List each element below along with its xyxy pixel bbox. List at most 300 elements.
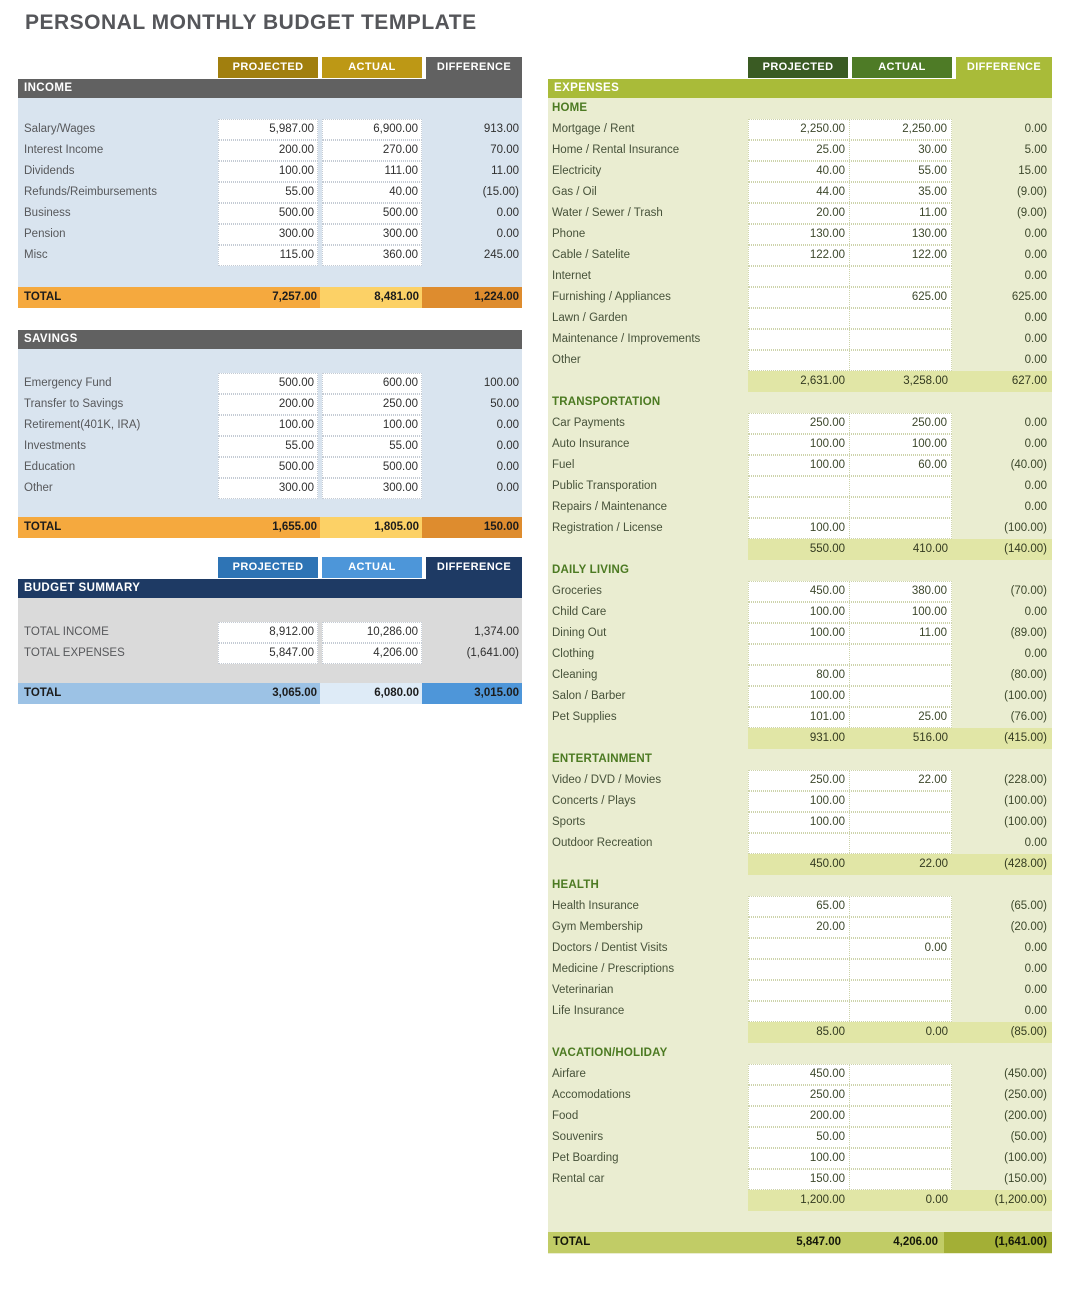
- actual-input-cell[interactable]: [850, 309, 951, 328]
- actual-input-cell[interactable]: [850, 1149, 951, 1168]
- difference-value: (65.00): [1010, 900, 1047, 912]
- row-label: Lawn / Garden: [552, 312, 628, 324]
- projected-input-cell[interactable]: 130.00: [749, 225, 850, 244]
- row-label: Airfare: [552, 1068, 586, 1080]
- row-label: Pet Boarding: [552, 1152, 619, 1164]
- expenses-total-label: TOTAL: [553, 1236, 591, 1248]
- input-cell-block: [748, 455, 952, 476]
- projected-input-cell[interactable]: 100.00: [749, 624, 850, 643]
- actual-input-cell[interactable]: [850, 1107, 951, 1126]
- row-label: Concerts / Plays: [552, 795, 636, 807]
- table-row: [548, 182, 1052, 203]
- actual-input-cell[interactable]: 500.00: [322, 457, 422, 478]
- summary-difference-header: DIFFERENCE: [426, 557, 522, 579]
- table-row: [18, 245, 522, 266]
- row-label: Medicine / Prescriptions: [552, 963, 675, 975]
- row-label: Video / DVD / Movies: [552, 774, 662, 786]
- projected-input-cell[interactable]: [749, 477, 850, 496]
- actual-input-cell[interactable]: 270.00: [322, 140, 422, 161]
- subtotal-band: [748, 1022, 1052, 1043]
- actual-input-cell[interactable]: [850, 267, 951, 286]
- income-total-label: TOTAL: [24, 291, 62, 303]
- row-label: Interest Income: [24, 144, 104, 156]
- input-cell-block: [748, 665, 952, 686]
- projected-input-cell[interactable]: 55.00: [218, 436, 318, 457]
- expenses-total-projected: 5,847.00: [796, 1236, 841, 1248]
- projected-input-cell[interactable]: 200.00: [749, 1107, 850, 1126]
- expenses-total-difference: (1,641.00): [944, 1232, 1052, 1253]
- difference-value: (70.00): [1010, 585, 1047, 597]
- row-label: Souvenirs: [552, 1131, 604, 1143]
- actual-input-cell[interactable]: [850, 792, 951, 811]
- row-label: Registration / License: [552, 522, 663, 534]
- table-row: [548, 686, 1052, 707]
- input-cell-block: [748, 266, 952, 287]
- table-row: [548, 350, 1052, 371]
- projected-input-cell[interactable]: 100.00: [749, 1149, 850, 1168]
- input-cell-block: [748, 812, 952, 833]
- table-row: [18, 224, 522, 245]
- actual-input-cell[interactable]: [850, 498, 951, 517]
- subtotal-difference: (85.00): [1010, 1026, 1047, 1038]
- projected-input-cell[interactable]: 100.00: [749, 435, 850, 454]
- actual-input-cell[interactable]: [850, 1065, 951, 1084]
- table-row: [548, 896, 1052, 917]
- actual-input-cell[interactable]: 60.00: [918, 459, 947, 471]
- row-label: Salon / Barber: [552, 690, 626, 702]
- row-label: Groceries: [552, 585, 602, 597]
- input-cell-block: [748, 245, 952, 266]
- summary-actual-header: ACTUAL: [322, 557, 422, 578]
- actual-input-cell[interactable]: 10,286.00: [322, 622, 422, 643]
- difference-value: (450.00): [1004, 1068, 1047, 1080]
- projected-input-cell[interactable]: 250.00: [749, 771, 850, 790]
- projected-input-cell[interactable]: 100.00: [218, 161, 318, 182]
- actual-input-cell[interactable]: 22.00: [918, 774, 947, 786]
- projected-input-cell[interactable]: 115.00: [218, 245, 318, 266]
- row-label: Public Transporation: [552, 480, 657, 492]
- projected-input-cell[interactable]: 5,847.00: [218, 643, 318, 664]
- actual-input-cell[interactable]: [850, 897, 951, 916]
- actual-input-cell[interactable]: [850, 1170, 951, 1189]
- projected-input-cell[interactable]: 500.00: [218, 373, 318, 394]
- summary-column-header-row: [18, 557, 522, 579]
- table-row: [548, 665, 1052, 686]
- table-row: [548, 917, 1052, 938]
- subtotal-projected: 85.00: [816, 1026, 845, 1038]
- table-row: [18, 643, 522, 664]
- difference-value: 0.00: [1024, 333, 1047, 345]
- difference-value: 0.00: [1024, 480, 1047, 492]
- income-projected-header: PROJECTED: [218, 57, 318, 78]
- input-cell-block: [748, 959, 952, 980]
- actual-input-cell[interactable]: 100.00: [911, 606, 947, 618]
- actual-input-cell[interactable]: 122.00: [911, 249, 947, 261]
- table-row: [548, 119, 1052, 140]
- actual-input-cell[interactable]: 600.00: [322, 373, 422, 394]
- row-label: Cleaning: [552, 669, 598, 681]
- subtotal-actual: 3,258.00: [903, 375, 948, 387]
- projected-input-cell[interactable]: 100.00: [749, 456, 850, 475]
- actual-input-cell[interactable]: 35.00: [918, 186, 947, 198]
- projected-input-cell[interactable]: 300.00: [218, 478, 318, 499]
- input-cell-block: [748, 1106, 952, 1127]
- difference-value: 100.00: [483, 377, 519, 389]
- difference-value: 50.00: [490, 398, 519, 410]
- table-row: [18, 622, 522, 643]
- savings-body: [18, 349, 522, 517]
- difference-value: 0.00: [496, 419, 519, 431]
- actual-input-cell[interactable]: [850, 918, 951, 937]
- row-label: Gas / Oil: [552, 186, 597, 198]
- input-cell-block: [748, 350, 952, 371]
- actual-input-cell[interactable]: [850, 1002, 951, 1021]
- projected-input-cell[interactable]: 101.00: [749, 708, 850, 727]
- actual-input-cell[interactable]: 625.00: [911, 291, 947, 303]
- group-subtotal-row: [548, 854, 1052, 875]
- projected-input-cell[interactable]: [749, 498, 850, 517]
- table-row: [548, 1001, 1052, 1022]
- actual-input-cell[interactable]: 11.00: [919, 207, 947, 219]
- savings-total-row: [18, 517, 522, 538]
- expenses-actual-header: ACTUAL: [852, 57, 952, 78]
- subtotal-band: [748, 371, 1052, 392]
- row-label: Pet Supplies: [552, 711, 617, 723]
- actual-input-cell[interactable]: [850, 645, 951, 664]
- actual-input-cell[interactable]: 250.00: [911, 417, 947, 429]
- actual-input-cell[interactable]: 11.00: [919, 627, 947, 639]
- actual-input-cell[interactable]: 111.00: [322, 161, 422, 182]
- table-row: [18, 140, 522, 161]
- subtotal-band: [748, 854, 1052, 875]
- row-label: TOTAL EXPENSES: [24, 647, 125, 659]
- projected-input-cell[interactable]: 250.00: [749, 414, 850, 433]
- difference-value: 0.00: [496, 482, 519, 494]
- actual-input-cell[interactable]: [850, 960, 951, 979]
- projected-input-cell[interactable]: 122.00: [749, 246, 850, 265]
- row-label: Dividends: [24, 165, 75, 177]
- projected-input-cell[interactable]: 200.00: [218, 394, 318, 415]
- projected-input-cell[interactable]: [749, 1002, 850, 1021]
- input-cell-block: [748, 476, 952, 497]
- row-label: Child Care: [552, 606, 607, 618]
- row-label: Maintenance / Improvements: [552, 333, 701, 345]
- row-label: Water / Sewer / Trash: [552, 207, 663, 219]
- projected-input-cell[interactable]: [749, 834, 850, 853]
- savings-total-difference: 150.00: [422, 517, 522, 538]
- projected-input-cell[interactable]: 50.00: [749, 1128, 850, 1147]
- projected-input-cell[interactable]: 20.00: [749, 918, 850, 937]
- actual-input-cell[interactable]: [850, 477, 951, 496]
- difference-value: 15.00: [1018, 165, 1047, 177]
- table-row: [548, 224, 1052, 245]
- actual-input-cell[interactable]: 0.00: [924, 942, 947, 954]
- expenses-panel: [548, 57, 1052, 1254]
- summary-projected-header: PROJECTED: [218, 557, 318, 578]
- row-label: Pension: [24, 228, 66, 240]
- income-total-projected: 7,257.00: [272, 291, 317, 303]
- expenses-total-row: [548, 1232, 1052, 1253]
- row-label: Salary/Wages: [24, 123, 96, 135]
- page-title: PERSONAL MONTHLY BUDGET TEMPLATE: [25, 11, 477, 34]
- projected-input-cell[interactable]: 250.00: [749, 1086, 850, 1105]
- row-label: Cable / Satelite: [552, 249, 630, 261]
- input-cell-block: [748, 119, 952, 140]
- table-row: [548, 1127, 1052, 1148]
- expenses-difference-header: DIFFERENCE: [956, 57, 1052, 79]
- subtotal-band: [748, 1190, 1052, 1211]
- projected-input-cell[interactable]: [749, 330, 850, 349]
- difference-value: (50.00): [1010, 1131, 1047, 1143]
- expense-group-title: HEALTH: [552, 879, 599, 891]
- table-row: [548, 203, 1052, 224]
- actual-input-cell[interactable]: 4,206.00: [322, 643, 422, 664]
- projected-input-cell[interactable]: 100.00: [749, 792, 850, 811]
- expenses-projected-header: PROJECTED: [748, 57, 848, 78]
- projected-input-cell[interactable]: 500.00: [218, 457, 318, 478]
- projected-input-cell[interactable]: 2,250.00: [749, 120, 850, 139]
- difference-value: (228.00): [1004, 774, 1047, 786]
- table-row: [548, 707, 1052, 728]
- difference-value: (80.00): [1010, 669, 1047, 681]
- difference-value: 0.00: [496, 461, 519, 473]
- input-cell-block: [748, 1085, 952, 1106]
- row-label: Other: [24, 482, 53, 494]
- row-label: Doctors / Dentist Visits: [552, 942, 668, 954]
- row-label: Investments: [24, 440, 86, 452]
- difference-value: (1,641.00): [466, 647, 519, 659]
- expenses-section-bar: EXPENSES: [548, 79, 1052, 98]
- actual-input-cell[interactable]: [850, 981, 951, 1000]
- actual-input-cell[interactable]: 500.00: [322, 203, 422, 224]
- actual-input-cell[interactable]: [850, 687, 951, 706]
- actual-input-cell[interactable]: 40.00: [322, 182, 422, 203]
- actual-input-cell[interactable]: 300.00: [322, 478, 422, 499]
- table-row: [18, 373, 522, 394]
- projected-input-cell[interactable]: 200.00: [218, 140, 318, 161]
- row-label: Transfer to Savings: [24, 398, 124, 410]
- input-cell-block: [748, 644, 952, 665]
- projected-input-cell[interactable]: 44.00: [749, 183, 850, 202]
- actual-input-cell[interactable]: 130.00: [911, 228, 947, 240]
- difference-value: 0.00: [1024, 1005, 1047, 1017]
- income-total-actual: 8,481.00: [320, 287, 422, 308]
- expenses-total-segment: [548, 1232, 944, 1253]
- table-row: [548, 959, 1052, 980]
- row-label: Fuel: [552, 459, 575, 471]
- table-row: [548, 1148, 1052, 1169]
- table-row: [548, 1106, 1052, 1127]
- difference-value: (200.00): [1004, 1110, 1047, 1122]
- actual-input-cell[interactable]: 25.00: [918, 711, 947, 723]
- projected-input-cell[interactable]: 8,912.00: [218, 622, 318, 643]
- input-cell-block: [748, 581, 952, 602]
- actual-input-cell[interactable]: [850, 519, 951, 538]
- projected-input-cell[interactable]: 500.00: [218, 203, 318, 224]
- actual-input-cell[interactable]: 380.00: [911, 585, 947, 597]
- difference-value: (15.00): [482, 186, 519, 198]
- row-label: Education: [24, 461, 76, 473]
- projected-input-cell[interactable]: 5,987.00: [218, 119, 318, 140]
- projected-input-cell[interactable]: 25.00: [749, 141, 850, 160]
- difference-value: 0.00: [1024, 501, 1047, 513]
- table-row: [548, 581, 1052, 602]
- actual-input-cell[interactable]: 55.00: [918, 165, 947, 177]
- actual-input-cell[interactable]: 360.00: [322, 245, 422, 266]
- table-row: [18, 182, 522, 203]
- row-label: Outdoor Recreation: [552, 837, 653, 849]
- table-row: [548, 623, 1052, 644]
- subtotal-actual: 0.00: [925, 1026, 948, 1038]
- projected-input-cell[interactable]: 65.00: [749, 897, 850, 916]
- expense-group-title: VACATION/HOLIDAY: [552, 1047, 668, 1059]
- difference-value: (100.00): [1004, 522, 1047, 534]
- difference-value: 70.00: [490, 144, 519, 156]
- projected-input-cell[interactable]: [749, 960, 850, 979]
- input-cell-block: [748, 287, 952, 308]
- input-cell-block: [748, 1064, 952, 1085]
- table-row: [548, 140, 1052, 161]
- input-cell-block: [748, 434, 952, 455]
- summary-total-difference: 3,015.00: [422, 683, 522, 704]
- table-row: [548, 602, 1052, 623]
- difference-value: (9.00): [1016, 207, 1047, 219]
- input-cell-block: [748, 182, 952, 203]
- row-label: Car Payments: [552, 417, 625, 429]
- row-label: Clothing: [552, 648, 595, 660]
- subtotal-difference: (428.00): [1004, 858, 1047, 870]
- input-cell-block: [748, 770, 952, 791]
- projected-input-cell[interactable]: 55.00: [218, 182, 318, 203]
- projected-input-cell[interactable]: [749, 267, 850, 286]
- table-row: [548, 245, 1052, 266]
- income-section-bar: INCOME: [18, 79, 522, 98]
- table-row: [548, 455, 1052, 476]
- actual-input-cell[interactable]: [850, 330, 951, 349]
- summary-total-projected: 3,065.00: [272, 687, 317, 699]
- difference-value: 625.00: [1011, 291, 1047, 303]
- actual-input-cell[interactable]: [850, 351, 951, 370]
- subtotal-difference: (140.00): [1004, 543, 1047, 555]
- actual-input-cell[interactable]: 300.00: [322, 224, 422, 245]
- projected-input-cell[interactable]: 20.00: [749, 204, 850, 223]
- difference-value: (100.00): [1004, 816, 1047, 828]
- actual-input-cell[interactable]: 100.00: [911, 438, 947, 450]
- subtotal-difference: (415.00): [1004, 732, 1047, 744]
- row-label: Furnishing / Appliances: [552, 291, 671, 303]
- actual-input-cell[interactable]: [850, 1128, 951, 1147]
- group-subtotal-row: [548, 1190, 1052, 1211]
- table-row: [548, 161, 1052, 182]
- input-cell-block: [748, 896, 952, 917]
- projected-input-cell[interactable]: 100.00: [749, 519, 850, 538]
- difference-value: 5.00: [1024, 144, 1047, 156]
- projected-input-cell[interactable]: [749, 939, 850, 958]
- actual-input-cell[interactable]: 250.00: [322, 394, 422, 415]
- subtotal-actual: 22.00: [919, 858, 948, 870]
- row-label: Internet: [552, 270, 591, 282]
- row-label: Misc: [24, 249, 48, 261]
- subtotal-difference: (1,200.00): [994, 1194, 1047, 1206]
- projected-input-cell[interactable]: 80.00: [749, 666, 850, 685]
- group-subtotal-row: [548, 539, 1052, 560]
- row-label: Repairs / Maintenance: [552, 501, 668, 513]
- projected-input-cell[interactable]: [749, 645, 850, 664]
- projected-input-cell[interactable]: 450.00: [749, 582, 850, 601]
- table-row: [548, 812, 1052, 833]
- table-row: [548, 434, 1052, 455]
- actual-input-cell[interactable]: 6,900.00: [322, 119, 422, 140]
- actual-input-cell[interactable]: 55.00: [322, 436, 422, 457]
- row-label: Veterinarian: [552, 984, 614, 996]
- actual-input-cell[interactable]: [850, 1086, 951, 1105]
- difference-value: (9.00): [1016, 186, 1047, 198]
- input-cell-block: [748, 938, 952, 959]
- difference-value: 0.00: [496, 207, 519, 219]
- expenses-total-spacer: [548, 1211, 1052, 1232]
- subtotal-spacer: [548, 371, 748, 392]
- actual-input-cell[interactable]: 100.00: [322, 415, 422, 436]
- row-label: Food: [552, 1110, 579, 1122]
- actual-input-cell[interactable]: [850, 813, 951, 832]
- projected-input-cell[interactable]: [749, 981, 850, 1000]
- difference-value: (100.00): [1004, 690, 1047, 702]
- summary-total-segment: [18, 683, 320, 704]
- projected-input-cell[interactable]: 100.00: [749, 603, 850, 622]
- actual-input-cell[interactable]: 30.00: [918, 144, 947, 156]
- income-actual-header: ACTUAL: [322, 57, 422, 78]
- projected-input-cell[interactable]: 150.00: [749, 1170, 850, 1189]
- summary-total-row: [18, 683, 522, 704]
- difference-value: (100.00): [1004, 1152, 1047, 1164]
- actual-input-cell[interactable]: 2,250.00: [902, 123, 947, 135]
- subtotal-spacer: [548, 1190, 748, 1211]
- difference-value: (250.00): [1004, 1089, 1047, 1101]
- input-cell-block: [748, 1169, 952, 1190]
- input-cell-block: [748, 203, 952, 224]
- table-row: [18, 119, 522, 140]
- projected-input-cell[interactable]: [749, 351, 850, 370]
- projected-input-cell[interactable]: 100.00: [218, 415, 318, 436]
- table-row: [18, 161, 522, 182]
- projected-input-cell[interactable]: 40.00: [749, 162, 850, 181]
- table-row: [18, 478, 522, 499]
- projected-input-cell[interactable]: [749, 288, 850, 307]
- actual-input-cell[interactable]: [850, 666, 951, 685]
- table-row: [18, 415, 522, 436]
- summary-total-actual: 6,080.00: [320, 683, 422, 704]
- projected-input-cell[interactable]: [749, 309, 850, 328]
- projected-input-cell[interactable]: 300.00: [218, 224, 318, 245]
- income-total-segment: [18, 287, 320, 308]
- input-cell-block: [748, 329, 952, 350]
- subtotal-actual: 0.00: [925, 1194, 948, 1206]
- projected-input-cell[interactable]: 100.00: [749, 687, 850, 706]
- subtotal-projected: 450.00: [809, 858, 845, 870]
- row-label: Accomodations: [552, 1089, 631, 1101]
- projected-input-cell[interactable]: 100.00: [749, 813, 850, 832]
- row-label: Rental car: [552, 1173, 605, 1185]
- difference-value: 0.00: [1024, 312, 1047, 324]
- input-cell-block: [748, 686, 952, 707]
- input-cell-block: [748, 791, 952, 812]
- projected-input-cell[interactable]: 450.00: [749, 1065, 850, 1084]
- actual-input-cell[interactable]: [850, 834, 951, 853]
- table-row: [548, 644, 1052, 665]
- difference-value: 1,374.00: [474, 626, 519, 638]
- row-label: Gym Membership: [552, 921, 643, 933]
- income-difference-header: DIFFERENCE: [426, 57, 522, 79]
